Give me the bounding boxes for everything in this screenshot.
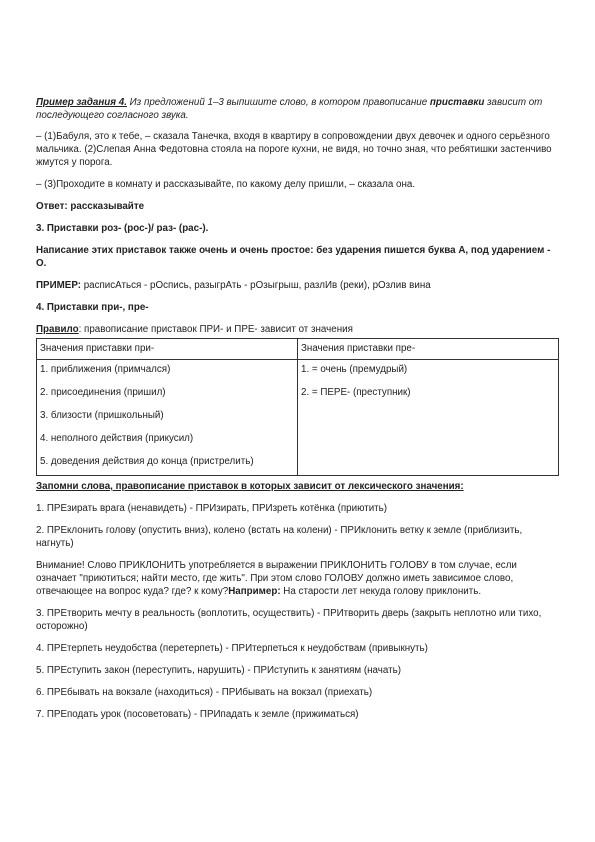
section4-rule-text: : правописание приставок ПРИ- и ПРЕ- зависит от значения <box>78 324 353 335</box>
section3-example-text: расписАться - рОспись, разыгрАть - рОзыгрыш, разлИв (реки), рОзлив вина <box>80 280 431 291</box>
list-item: 3. ПРЕтворить мечту в реальность (воплотить, осуществить) - ПРИтворить дверь (закрыть неплотно или тихо, осторожно) <box>36 608 542 632</box>
table-item: 5. доведения действия до конца (пристрелить) <box>40 456 254 467</box>
section3-rule: Написание этих приставок также очень и очень простое: без ударения пишется буква А, под ударением - О. <box>36 245 551 269</box>
example-label: Пример задания 4. <box>36 97 127 108</box>
attention-example-text: На старости лет некуда голову приклонить. <box>280 586 482 597</box>
list-item: 5. ПРЕступить закон (переступить, нарушить) - ПРИступить к занятиям (начать) <box>36 665 401 676</box>
section4-rule <box>36 323 559 336</box>
section3-title: 3. Приставки роз- (рос-)/ раз- (рас-). <box>36 223 209 234</box>
section3-example <box>36 279 559 292</box>
table-header-pre: Значения приставки пре- <box>298 339 559 360</box>
passage-paragraph-2: – (3)Проходите в комнату и рассказывайте, по какому делу пришли, – сказала она. <box>36 179 416 190</box>
table-cell-pri <box>37 360 298 476</box>
table-cell-pre <box>298 360 559 476</box>
list-item: 1. ПРЕзирать врага (ненавидеть) - ПРИзирать, ПРИзреть котёнка (приютить) <box>36 503 388 514</box>
table-item: 4. неполного действия (прикусил) <box>40 433 194 444</box>
remember-heading: Запомни слова, правописание приставок в которых зависит от лексического значения: <box>36 481 464 492</box>
list-item: 6. ПРЕбывать на вокзале (находиться) - ПРИбывать на вокзал (приехать) <box>36 687 373 698</box>
table-item: 3. близости (пришкольный) <box>40 410 164 421</box>
list-item: 4. ПРЕтерпеть неудобства (перетерпеть) - ПРИтерпеться к неудобствам (привыкнуть) <box>36 643 428 654</box>
example-text-a: Из предложений 1–3 выпишите слово, в котором правописание <box>126 97 430 108</box>
example-text-b: приставки <box>429 97 485 108</box>
answer-line: Ответ: рассказывайте <box>36 201 145 212</box>
list-item: 2. ПРЕклонить голову (опустить вниз), колено (встать на колени) - ПРИклонить ветку к земле (приблизить, нагнуть) <box>36 525 523 549</box>
table-item: 1. приближения (примчался) <box>40 364 171 375</box>
example-task <box>36 96 559 122</box>
attention-note <box>36 559 559 598</box>
attention-note-text: Внимание! Слово ПРИКЛОНИТЬ употребляется в выражении ПРИКЛОНИТЬ ГОЛОВУ в том случае, если означает "приютиться; найти место, где жить". При этом слово ГОЛОВУ должно иметь зависимое слово, отвечающее на вопрос куда? где? к кому? <box>36 560 517 597</box>
example-text-c: зависит от последующего согласного звука. <box>36 97 543 121</box>
table-header-pri: Значения приставки при- <box>37 339 298 360</box>
table-body-row <box>37 360 559 476</box>
list-item: 7. ПРЕподать урок (посоветовать) - ПРИпадать к земле (прижиматься) <box>36 709 359 720</box>
table-item: 1. = очень (премудрый) <box>301 364 408 375</box>
table-item: 2. присоединения (пришил) <box>40 387 166 398</box>
table-header-row <box>37 339 559 360</box>
passage-paragraph-1: – (1)Бабуля, это к тебе, – сказала Танечка, входя в квартиру в сопровождении двух девочек и одного серьёзного мальчика. (2)Слепая Анна Федотовна стояла на пороге кухни, не видя, но точно зная, что ребятишки застенчиво жмутся у порога. <box>36 131 552 168</box>
document-page <box>36 96 559 730</box>
section4-title: 4. Приставки при-, пре- <box>36 302 149 313</box>
section4-rule-label: Правило <box>36 324 79 335</box>
attention-example-label: Например: <box>228 586 281 597</box>
prefix-meaning-table <box>36 338 559 476</box>
section3-example-label: ПРИМЕР: <box>36 280 81 291</box>
table-item: 2. = ПЕРЕ- (преступник) <box>301 387 411 398</box>
